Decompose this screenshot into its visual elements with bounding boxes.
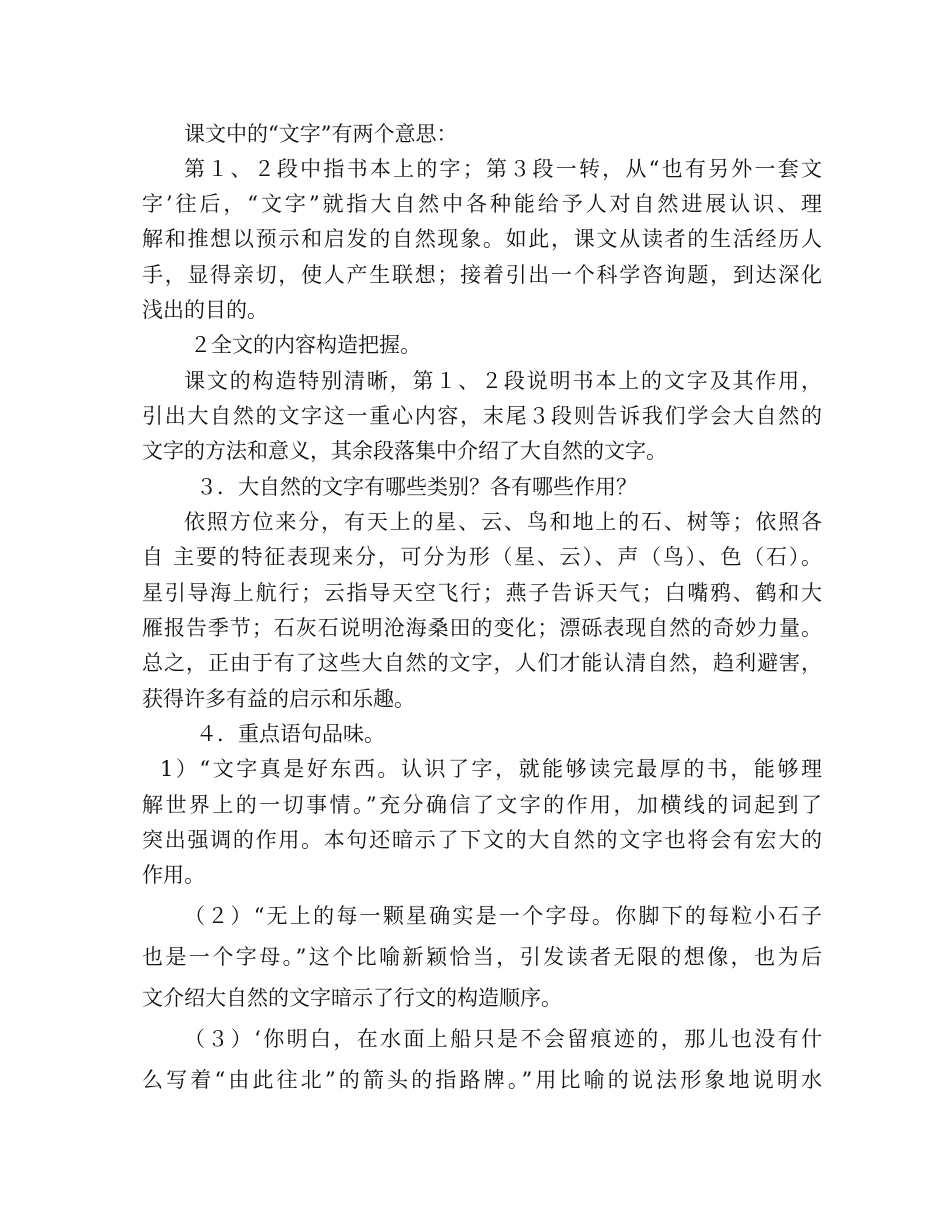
text-line: 字’往后，“文字”就指大自然中各种能给予人对自然进展认识、理 xyxy=(142,192,822,216)
text-line: 星引导海上航行；云指导天空飞行；燕子告诉天气；白嘴鸦、鹤和大 xyxy=(142,581,822,605)
text-line: 也是一个字母。”这个比喻新颖恰当，引发读者无限的想像，也为后 xyxy=(142,945,822,969)
text-line: 获得许多有益的启示和乐趣。 xyxy=(142,687,415,711)
text-line: （２）“无上的每一颗星确实是一个字母。你脚下的每粒小石子 xyxy=(184,904,822,928)
text-line: 文字的方法和意义，其余段落集中介绍了大自然的文字。 xyxy=(142,439,667,463)
text-line: 第１、２段中指书本上的字；第３段一转，从“也有另外一套文 xyxy=(184,157,822,181)
text-line: （３）‘你明白，在水面上船只是不会留痕迹的，那儿也没有什 xyxy=(184,1027,822,1051)
section-heading: ４．重点语句品味。 xyxy=(196,722,385,746)
section-heading: ３．大自然的文字有哪些类别？各有哪些作用？ xyxy=(196,475,637,499)
text-line: 自 主要的特征表现来分，可分为形（星、云）、声（鸟）、色（石）。 xyxy=(142,545,822,569)
text-line: 依照方位来分，有天上的星、云、鸟和地上的石、树等；依照各 xyxy=(184,510,822,534)
text-line: 么写着“由此往北”的箭头的指路牌。”用比喻的说法形象地说明水 xyxy=(142,1068,822,1092)
text-line: 手，显得亲切，使人产生联想；接着引出一个科学咨询题，到达深化 xyxy=(142,263,822,287)
text-line: 解和推想以预示和启发的自然现象。如此，课文从读者的生活经历人 xyxy=(142,227,822,251)
text-line: 总之，正由于有了这些大自然的文字，人们才能认清自然，趋利避害， xyxy=(142,651,822,675)
text-line: 文介绍大自然的文字暗示了行文的构造顺序。 xyxy=(142,986,562,1010)
text-line: 引出大自然的文字这一重心内容，末尾３段则告诉我们学会大自然的 xyxy=(142,404,822,428)
section-heading: ２全文的内容构造把握。 xyxy=(190,333,421,357)
text-line: 突出强调的作用。本句还暗示了下文的大自然的文字也将会有宏大的 xyxy=(142,828,822,852)
text-line: 课文中的“文字”有两个意思： xyxy=(184,122,458,146)
text-line: 浅出的目的。 xyxy=(142,298,268,322)
text-line: 1）“文字真是好东西。认识了字，就能够读完最厚的书，能够理 xyxy=(160,757,822,781)
text-line: 雁报告季节；石灰石说明沧海桑田的变化；漂砾表现自然的奇妙力量。 xyxy=(142,616,822,640)
text-line: 作用。 xyxy=(142,863,205,887)
text-line: 解世界上的一切事情。”充分确信了文字的作用，加横线的词起到了 xyxy=(142,793,822,817)
text-line: 课文的构造特别清晰，第１、２段说明书本上的文字及其作用， xyxy=(184,369,822,393)
